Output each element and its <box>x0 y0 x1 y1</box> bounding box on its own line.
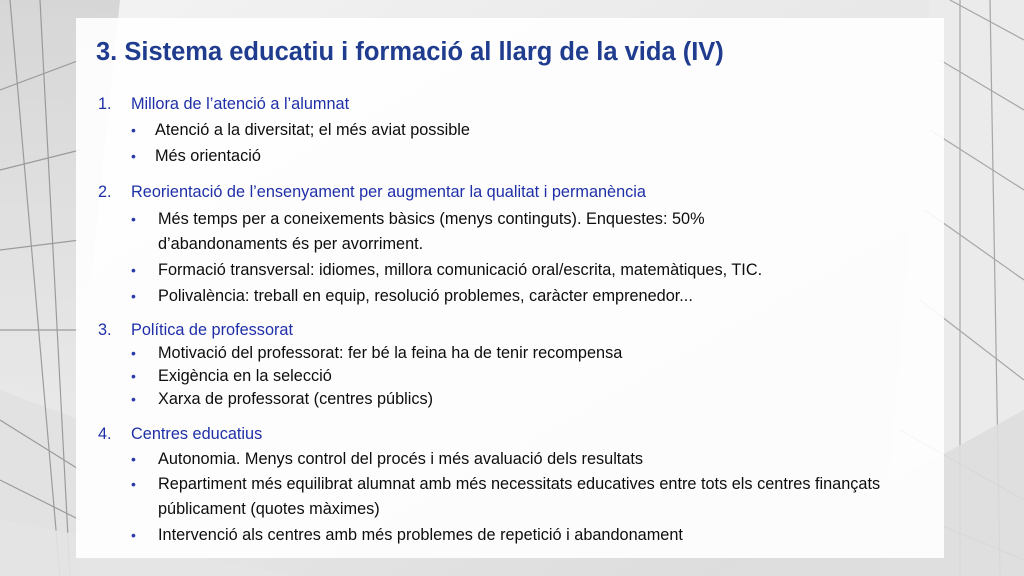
item-number: 3. <box>98 321 112 339</box>
bullet-text: Autonomia. Menys control del procés i més avaluació dels resultats <box>158 450 644 468</box>
item-number: 2. <box>98 183 112 201</box>
bullet-icon: • <box>131 211 136 227</box>
bullet-text: Més temps per a coneixements bàsics (menys continguts). Enquestes: 50% d’abandonaments és per avorriment. <box>158 210 705 253</box>
bullet-icon: • <box>131 391 136 407</box>
item-number: 4. <box>98 425 112 443</box>
bullet-icon: • <box>131 527 136 543</box>
bullet-text: Repartiment més equilibrat alumnat amb més necessitats educatives entre tots els centres finançats públicament (quotes màximes) <box>158 475 881 518</box>
bullet-icon: • <box>131 345 136 361</box>
item-number: 1. <box>98 95 112 113</box>
section-heading: Reorientació de l’ensenyament per augmentar la qualitat i permanència <box>131 183 646 201</box>
bullet-icon: • <box>131 368 136 384</box>
bullet-text: Xarxa de professorat (centres públics) <box>158 390 434 408</box>
slide-title: 3. Sistema educatiu i formació al llarg de la vida (IV) <box>96 38 724 66</box>
bullet-icon: • <box>131 288 136 304</box>
section-heading: Millora de l’atenció a l’alumnat <box>131 95 350 113</box>
section-heading: Centres educatius <box>131 425 263 443</box>
bullet-icon: • <box>131 476 136 492</box>
bullet-icon: • <box>131 122 136 138</box>
bullet-text: Més orientació <box>155 147 261 165</box>
bullet-text: Exigència en la selecció <box>158 367 332 385</box>
bullet-icon: • <box>131 451 136 467</box>
section-heading: Política de professorat <box>131 321 293 339</box>
bullet-text: Formació transversal: idiomes, millora comunicació oral/escrita, matemàtiques, TIC. <box>158 261 763 279</box>
bullet-text: Atenció a la diversitat; el més aviat possible <box>155 121 470 139</box>
bullet-text: Motivació del professorat: fer bé la feina ha de tenir recompensa <box>158 344 623 362</box>
bullet-text: Intervenció als centres amb més problemes de repetició i abandonament <box>158 526 683 544</box>
bullet-icon: • <box>131 148 136 164</box>
bullet-icon: • <box>131 262 136 278</box>
bullet-text: Polivalència: treball en equip, resolució problemes, caràcter emprenedor... <box>158 287 693 305</box>
